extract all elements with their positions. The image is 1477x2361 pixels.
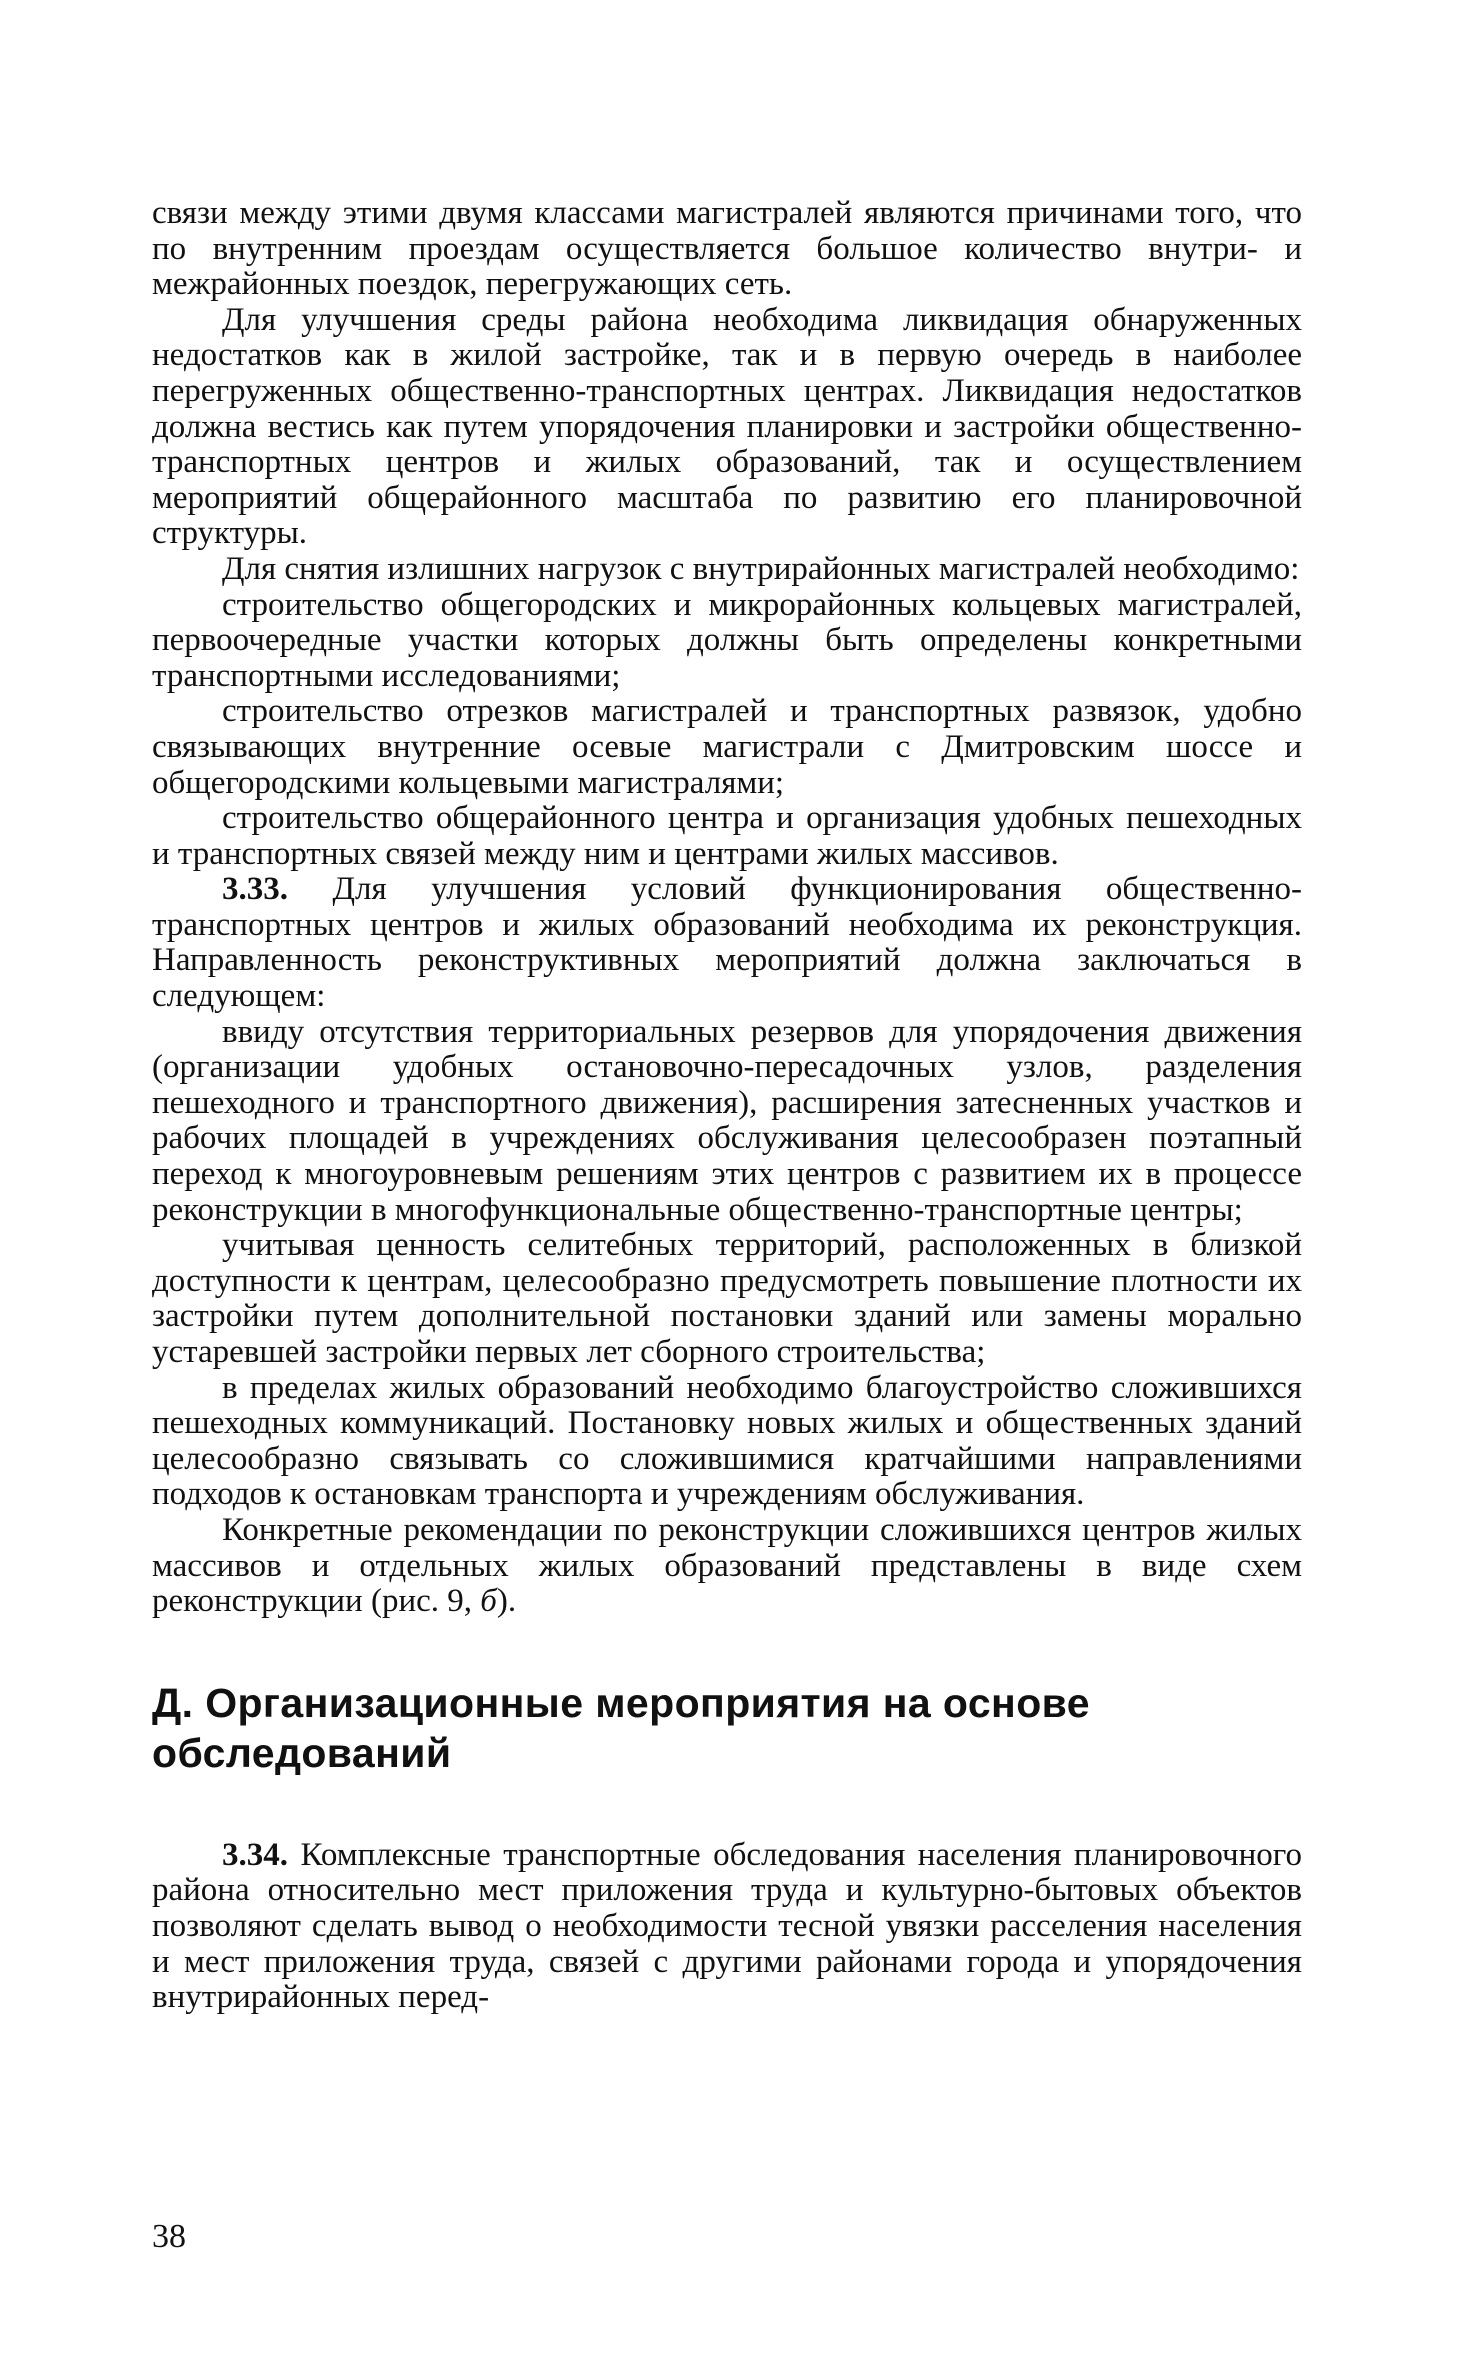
paragraph-number: 3.33.: [222, 871, 288, 908]
paragraph-number: 3.34.: [222, 1836, 288, 1873]
paragraph-continuation: связи между этими двумя классами магистралей являются причинами того, что по внутренним проездам осуществляется большое количество внутри- и межрайонных поездок, перегружающих сеть.: [152, 195, 1302, 303]
paragraph-load-relief: Для снятия излишних нагрузок с внутрирайонных магистралей необходимо:: [222, 550, 1300, 587]
paragraph-tail: ).: [496, 1583, 517, 1620]
paragraph-text: Конкретные рекомендации по реконструкции сложившихся центров жилых массивов и отдельных жилых образований представлены в виде схем реконструкции (рис. 9,: [152, 1511, 1302, 1620]
list-item-junctions: строительство отрезков магистралей и транспортных развязок, удобно связывающих внутренние осевые магистрали с Дмитровским шоссе и общегородскими кольцевыми магистралями;: [152, 693, 1302, 801]
page-number: 38: [152, 2218, 186, 2255]
figure-ref-italic: б: [480, 1583, 497, 1620]
paragraph-text: Комплексные транспортные обследования населения планировочного района относительно мест приложения труда и культурно-бытовых объектов позволяют сделать вывод о необходимости тесной увязки расселения населения и мест приложения труда, связей с другими районами города и упорядочения внутрирайонных перед-: [152, 1836, 1302, 2016]
list-item-district-center: строительство общерайонного центра и организация удобных пешеходных и транспортных связей между ним и центрами жилых массивов.: [152, 800, 1302, 872]
paragraph-3-33: [152, 872, 1302, 1014]
paragraph-recommendations: [152, 1513, 1302, 1620]
document-page: [152, 196, 1302, 2016]
list-item-multilevel: ввиду отсутствия территориальных резервов для упорядочения движения (организации удобных остановочно-пересадочных узлов, разделения пешеходного и транспортного движения), расширения затесненных участков и рабочих площадей в учреждениях обслуживания целесообразен поэтапный переход к многоуровневым решениям этих центров с развитием их в процессе реконструкции в многофункциональные общественно-транспортные центры;: [152, 1013, 1302, 1228]
paragraph-improvement: Для улучшения среды района необходима ликвидация обнаруженных недостатков как в жилой застройке, так и в первую очередь в наиболее перегруженных общественно-транспортных центрах. Ликвидация недостатков должна вестись как путем упорядочения планировки и застройки общественно-транспортных центров и жилых образований, так и осуществлением мероприятий общерайонного масштаба по развитию его планировочной структуры.: [152, 301, 1302, 552]
paragraph-text: Для улучшения условий функционирования общественно-транспортных центров и жилых образований необходима их реконструкция. Направленность реконструктивных мероприятий должна заключаться в следующем:: [152, 871, 1302, 1015]
list-item-ring-roads: строительство общегородских и микрорайонных кольцевых магистралей, первоочередные участки которых должны быть определены конкретными транспортными исследованиями;: [152, 586, 1302, 694]
section-heading: Д. Организационные мероприятия на основе обследований: [152, 1679, 1090, 1776]
paragraph-3-34: [152, 1838, 1302, 2016]
list-item-pedestrian: в пределах жилых образований необходимо благоустройство сложившихся пешеходных коммуникаций. Постановку новых жилых и общественных зданий целесообразно связывать со сложившимися кратчайшими направлениями подходов к остановкам транспорта и учреждениям обслуживания.: [152, 1369, 1302, 1513]
list-item-density: учитывая ценность селитебных территорий, расположенных в близкой доступности к центрам, целесообразно предусмотреть повышение плотности их застройки путем дополнительной постановки зданий или замены морально устаревшей застройки первых лет сборного строительства;: [152, 1227, 1302, 1370]
